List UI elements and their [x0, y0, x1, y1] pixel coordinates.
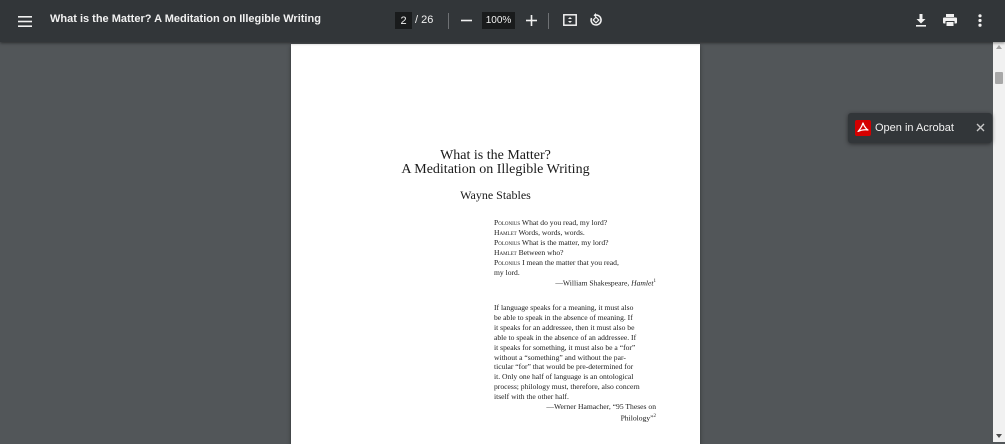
epigraph-attribution: —Werner Hamacher, “95 Theses on	[546, 402, 656, 412]
epigraph-line: my lord.	[494, 267, 520, 277]
epigraph-shakespeare	[494, 218, 656, 289]
rotate-icon[interactable]	[587, 11, 605, 29]
open-in-acrobat-button[interactable]	[848, 113, 992, 143]
epigraph-hamacher	[494, 303, 656, 423]
download-icon[interactable]	[912, 11, 930, 29]
epigraph-line: able to speak in the absence of an addressee. If	[494, 332, 637, 342]
more-vert-icon[interactable]	[971, 11, 989, 29]
open-in-acrobat-label: Open in Acrobat	[875, 122, 954, 134]
speech-text: I mean the matter that you read,	[520, 257, 619, 267]
toolbar-divider	[448, 13, 449, 29]
attribution-text: Philology”	[620, 413, 654, 423]
epigraph-line: it speaks for something, it must also be a “for”	[494, 342, 636, 352]
epigraph-attribution	[494, 412, 656, 423]
epigraph-line: without a “something” and without the par-	[494, 352, 626, 362]
epigraph-line	[494, 228, 656, 238]
epigraph-line	[494, 248, 656, 258]
epigraph-line	[494, 238, 656, 248]
doc-author: Wayne Stables	[460, 188, 531, 202]
epigraph-line: process; philology must, therefore, also concern	[494, 382, 640, 392]
epigraph-line: it speaks for an addressee, then it must also be	[494, 322, 635, 332]
speech-text: What is the matter, my lord?	[520, 237, 609, 247]
scroll-down-arrow-icon[interactable]	[996, 434, 1002, 438]
zoom-in-icon[interactable]	[522, 11, 540, 29]
speaker-name: Polonius	[494, 237, 521, 247]
speech-text: What do you read, my lord?	[520, 218, 608, 227]
doc-title-line2: A Meditation on Illegible Writing	[401, 162, 590, 177]
epigraph-line	[494, 258, 656, 268]
speaker-name: Polonius	[494, 218, 521, 227]
zoom-level-input[interactable]: 100%	[482, 12, 515, 29]
speaker-name: Hamlet	[494, 247, 517, 257]
epigraph-line: be able to speak in the absence of meaning. If	[494, 312, 633, 322]
epigraph-line: it. Only one half of language is an ontological	[494, 372, 634, 382]
epigraph-line: ticular “for” that would be pre-determined for	[494, 362, 634, 372]
epigraph-line: itself with the other half.	[494, 392, 569, 402]
speech-text: Words, words, words.	[516, 227, 585, 237]
speaker-name: Hamlet	[494, 227, 517, 237]
page-total: / 26	[415, 14, 434, 26]
footnote-marker: 1	[653, 279, 656, 285]
speaker-name: Polonius	[494, 257, 521, 267]
attribution-work: Hamlet	[631, 278, 654, 288]
scrollbar-thumb[interactable]	[995, 72, 1003, 84]
footnote-marker: 2	[653, 413, 656, 419]
epigraph-line	[494, 218, 656, 228]
pdf-toolbar	[0, 0, 1005, 42]
toolbar-divider	[548, 13, 549, 29]
epigraph-attribution	[494, 277, 656, 288]
hamburger-menu-icon[interactable]	[12, 9, 38, 33]
attribution-text: —William Shakespeare,	[555, 278, 632, 288]
pdf-viewer[interactable]	[0, 42, 1005, 442]
document-title: What is the Matter? A Meditation on Illegible Writing	[50, 13, 321, 25]
print-icon[interactable]	[941, 11, 959, 29]
zoom-out-icon[interactable]	[457, 11, 475, 29]
acrobat-logo-icon	[855, 120, 871, 136]
close-icon[interactable]	[974, 121, 987, 134]
epigraph-line: If language speaks for a meaning, it must also	[494, 303, 634, 312]
doc-title-line1: What is the Matter?	[440, 148, 551, 163]
scroll-up-arrow-icon[interactable]	[996, 45, 1002, 49]
vertical-scrollbar[interactable]	[993, 42, 1005, 442]
pdf-page	[291, 44, 700, 444]
page-number-input[interactable]: 2	[395, 12, 412, 29]
speech-text: Between who?	[516, 247, 564, 257]
fit-page-icon[interactable]	[561, 11, 579, 29]
